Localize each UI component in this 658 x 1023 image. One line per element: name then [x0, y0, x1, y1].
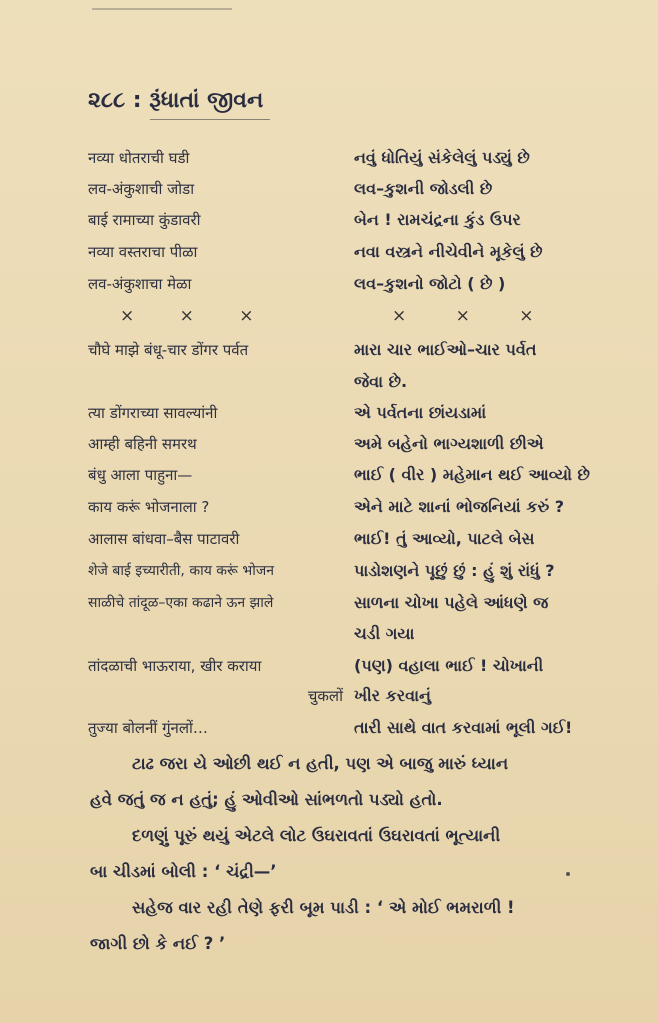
marathi-line: आम्ही बहिनी समरथ: [88, 435, 197, 453]
marathi-line: त्या डोंगराच्या सावल्यांनी: [88, 404, 218, 422]
marathi-line: नव्या धोतराची घडी: [88, 149, 190, 167]
gujarati-line: નવું ધોતિયું સંકેલેલું પડ્યું છે: [354, 148, 530, 167]
marathi-line: साळीचे तांदूळ–एका कढाने ऊन झाले: [88, 595, 274, 611]
gujarati-line: અમે બહેનો ભાગ્યશાળી છીએ: [354, 434, 544, 453]
paragraph-line: સહેજ વાર રહી તેણે ફરી બૂમ પાડી : ‘ એ મોઈ ભમરાળી !: [132, 898, 515, 917]
paragraph-line: બા ચીડમાં બોલી : ‘ ચંદ્રી—’: [90, 862, 277, 881]
marathi-line: लव-अंकुशाचा मेळा: [88, 275, 192, 293]
gujarati-line: બેન ! રામચંદ્રના કુંડ ઉપર: [354, 210, 521, 229]
prose-paragraph: [90, 818, 650, 890]
separator-right: × × ×: [392, 306, 534, 326]
marathi-line: बंधु आला पाहुना—: [88, 466, 193, 484]
ink-speck: [566, 872, 570, 876]
gujarati-line: (પણ) વહાલા ભાઈ ! ચોખાની: [354, 656, 544, 675]
marathi-line: लव-अंकुशाची जोडा: [88, 180, 195, 198]
page-header: ૨૮૮ : રૂંધાતાં જીવન: [88, 88, 264, 113]
marathi-line: शेजे बाई इच्यारीती, काय करूं भोजन: [88, 563, 274, 579]
prose-paragraph: [90, 746, 650, 818]
gujarati-line: એ પર્વતના છાંયડામાં: [354, 403, 487, 422]
gujarati-continuation: ચડી ગયા: [354, 624, 415, 643]
gujarati-continuation: ખીર કરવાનું: [354, 686, 431, 705]
prose-paragraph: [90, 890, 650, 962]
gujarati-line: નવા વસ્ત્રને નીચેવીને મૂકેલું છે: [354, 242, 543, 261]
paragraph-line: ટાઢ જરા યે ઓછી થઈ ન હતી, પણ એ બાજુ મારું ધ્યાન: [132, 754, 509, 773]
marathi-line: बाई रामाच्या कुंडावरी: [88, 211, 201, 229]
marathi-line: तांदळाची भाऊराया, खीर कराया: [88, 657, 262, 675]
marathi-line: तुज्या बोलनीं गुंनलों…: [88, 719, 208, 737]
gujarati-line: લવ–કુશની જોડલી છે: [354, 179, 493, 198]
marathi-line: नव्या वस्तराचा पीळा: [88, 243, 198, 261]
gujarati-line: ભાઈ ( વીર ) મહેમાન થઈ આવ્યો છે: [354, 465, 590, 484]
marathi-continuation: चुकलों: [307, 687, 343, 705]
paragraph-line: હવે જતું જ ન હતું; હું ઓવીઓ સાંભળતો પડ્યો હતો.: [90, 790, 443, 809]
marathi-line: आलास बांधवा–बैस पाटावरी: [88, 530, 240, 548]
gujarati-line: મારા ચાર ભાઈઓ–ચાર પર્વત: [354, 340, 537, 359]
gujarati-line: સાળના ચોખા પહેલે આંધણે જ: [354, 593, 549, 612]
gujarati-line: ભાઈ! તું આવ્યો, પાટલે બેસ: [354, 529, 535, 548]
top-rule: [92, 8, 232, 10]
paragraph-line: દળણું પૂરું થયું એટલે લોટ ઉઘરાવતાં ઉઘરાવતાં ભૂત્યાની: [132, 826, 501, 845]
paragraph-line: જાગી છો કે નઈ ? ’: [90, 934, 226, 953]
gujarati-line: પાડોશણને પૂછું છું : હું શું રાંધું ?: [354, 561, 555, 580]
marathi-line: चौघे माझे बंधू-चार डोंगर पर्वत: [88, 341, 249, 359]
gujarati-continuation: જેવા છે.: [354, 372, 408, 391]
gujarati-line: એને માટે શાનાં ભોજનિયાં કરું ?: [354, 497, 565, 516]
gujarati-line: લવ–કુશનો જોટો ( છે ): [354, 274, 506, 293]
marathi-line: काय करूं भोजनाला ?: [88, 498, 210, 516]
separator-left: × × ×: [120, 306, 254, 326]
gujarati-line: તારી સાથે વાત કરવામાં ભૂલી ગઈ!: [354, 718, 573, 737]
header-underline: [150, 119, 270, 120]
